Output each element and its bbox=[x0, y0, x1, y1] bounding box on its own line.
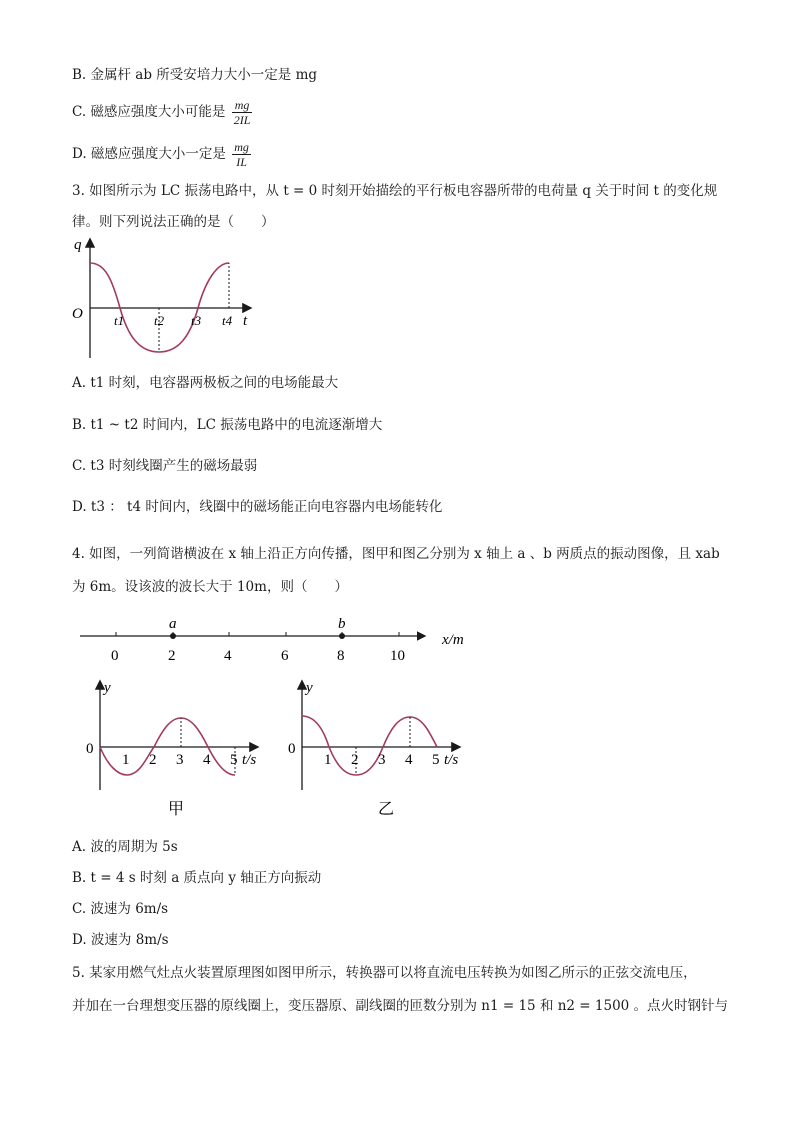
yi-tick-4: 4 bbox=[405, 752, 413, 768]
q3-tick-t4: t4 bbox=[222, 313, 233, 328]
q3-lc-graph bbox=[70, 234, 270, 362]
q4-stem-line1: 4. 如图，一列简谐横波在 x 轴上沿正方向传播，图甲和图乙分别为 x 轴上 a 、b 两质点的振动图像，且 xab bbox=[72, 546, 720, 562]
jia-tick-4: 4 bbox=[203, 752, 211, 768]
yi-t-label: t/s bbox=[444, 752, 459, 768]
x-tick-2: 2 bbox=[168, 648, 176, 664]
jia-tick-1: 1 bbox=[122, 752, 130, 768]
q2-option-c-fraction bbox=[232, 98, 253, 127]
yi-curve bbox=[302, 716, 437, 775]
jia-caption: 甲 bbox=[168, 801, 185, 818]
q3-option-a: A. t1 时刻，电容器两极板之间的电场能最大 bbox=[72, 375, 339, 391]
jia-tick-5: 5 bbox=[230, 752, 238, 768]
q3-q-label: q bbox=[74, 237, 82, 253]
q2-option-d-text: D. 磁感应强度大小一定是 bbox=[72, 146, 226, 162]
x-tick-6: 6 bbox=[281, 648, 289, 664]
q3-tick-t3: t3 bbox=[191, 313, 202, 328]
q4-stem-line2: 为 6m。设该波的波长大于 10m，则（ ） bbox=[72, 579, 348, 595]
q2-option-b: B. 金属杆 ab 所受安培力大小一定是 mg bbox=[72, 67, 318, 83]
yi-origin: 0 bbox=[288, 741, 296, 757]
fraction-numerator: mg bbox=[234, 140, 249, 154]
q4-option-d: D. 波速为 8m/s bbox=[72, 932, 169, 948]
q3-origin-label: O bbox=[72, 306, 83, 322]
point-a-label: a bbox=[169, 616, 177, 632]
q4-option-a: A. 波的周期为 5s bbox=[72, 839, 178, 855]
yi-y-label: y bbox=[306, 680, 313, 696]
q4-x-axis-figure bbox=[76, 612, 476, 668]
fraction-denominator: IL bbox=[232, 154, 251, 169]
x-axis-label: x/m bbox=[442, 632, 464, 648]
fraction-numerator: mg bbox=[234, 98, 250, 112]
q3-option-d: D. t3 ： t4 时间内，线圈中的磁场能正向电容器内电场能转化 bbox=[72, 499, 443, 515]
fraction-denominator: 2IL bbox=[233, 113, 251, 127]
q5-stem-line1: 5. 某家用燃气灶点火装置原理图如图甲所示，转换器可以将直流电压转换为如图乙所示的正弦交流电压， bbox=[72, 965, 697, 981]
jia-tick-2: 2 bbox=[149, 752, 157, 768]
q4-graph-jia bbox=[82, 676, 272, 826]
x-tick-0: 0 bbox=[111, 648, 119, 664]
point-b-dot bbox=[339, 633, 345, 639]
q4-option-b: B. t = 4 s 时刻 a 质点向 y 轴正方向振动 bbox=[72, 870, 322, 886]
yi-tick-3: 3 bbox=[378, 752, 386, 768]
q3-option-c: C. t3 时刻线圈产生的磁场最弱 bbox=[72, 458, 258, 474]
point-a-dot bbox=[170, 633, 176, 639]
x-tick-8: 8 bbox=[337, 648, 345, 664]
q5-stem-line2: 并加在一台理想变压器的原线圈上，变压器原、副线圈的匝数分别为 n1 = 15 和 n2 = 1500 。点火时钢针与 bbox=[72, 998, 729, 1014]
jia-origin: 0 bbox=[86, 741, 94, 757]
q2-option-c bbox=[72, 98, 252, 127]
x-tick-4: 4 bbox=[224, 648, 232, 664]
q3-stem-line1: 3. 如图所示为 LC 振荡电路中，从 t = 0 时刻开始描绘的平行板电容器所带的电荷量 q 关于时间 t 的变化规 bbox=[72, 183, 718, 199]
q2-option-d-fraction bbox=[232, 140, 251, 169]
yi-caption: 乙 bbox=[378, 801, 395, 818]
x-tick-10: 10 bbox=[390, 648, 405, 664]
q4-graph-yi bbox=[284, 676, 474, 826]
q3-option-b: B. t1 ~ t2 时间内，LC 振荡电路中的电流逐渐增大 bbox=[72, 417, 383, 433]
jia-tick-3: 3 bbox=[176, 752, 184, 768]
q3-stem-line2: 律。则下列说法正确的是（ ） bbox=[72, 214, 275, 230]
yi-tick-1: 1 bbox=[324, 752, 332, 768]
q3-t-label: t bbox=[243, 313, 248, 329]
yi-tick-5: 5 bbox=[432, 752, 440, 768]
q2-option-d bbox=[72, 140, 251, 169]
jia-y-label: y bbox=[104, 680, 111, 696]
point-b-label: b bbox=[338, 616, 346, 632]
q3-tick-t1: t1 bbox=[114, 313, 125, 328]
jia-t-label: t/s bbox=[242, 752, 257, 768]
q4-option-c: C. 波速为 6m/s bbox=[72, 901, 169, 917]
yi-tick-2: 2 bbox=[351, 752, 359, 768]
q2-option-c-text: C. 磁感应强度大小可能是 bbox=[72, 104, 226, 120]
q3-tick-t2: t2 bbox=[154, 313, 165, 328]
